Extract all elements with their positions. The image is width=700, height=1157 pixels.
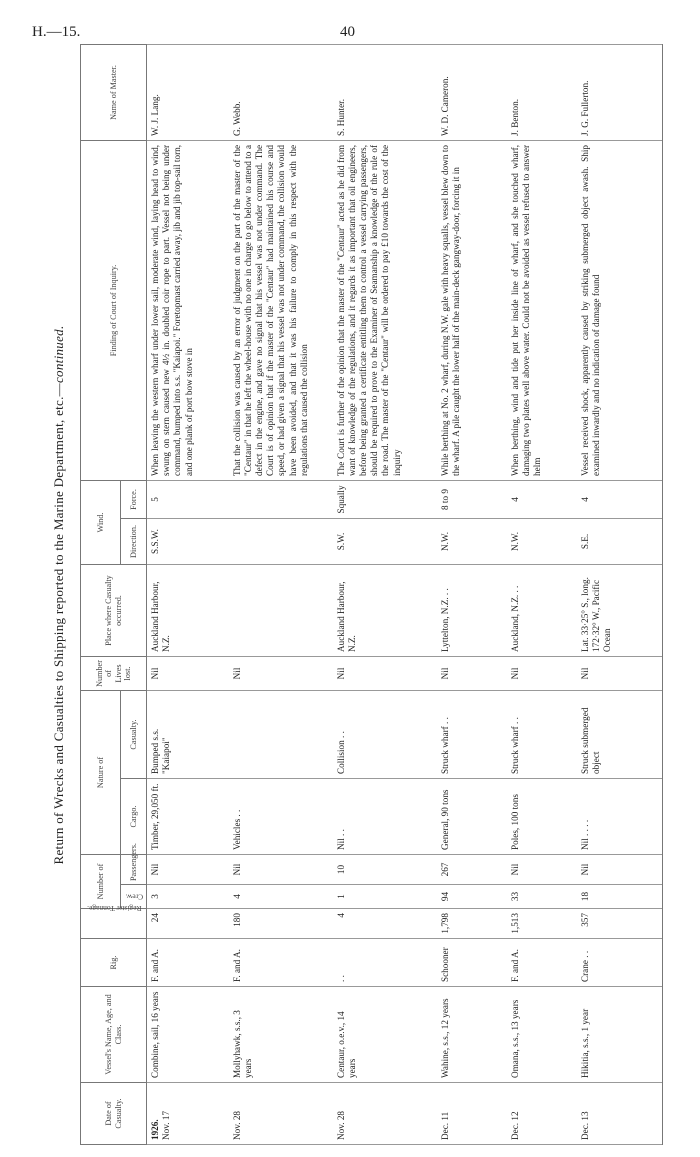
table-row <box>577 44 663 1144</box>
cell-place: Auckland Harbour, N.Z. <box>147 564 229 656</box>
col-rig: Rig. <box>81 939 147 987</box>
cell-direction <box>229 518 333 564</box>
col-wind: Wind. <box>81 480 121 564</box>
cell-master: W. J. Lang. <box>147 44 229 140</box>
cell-crew: 1 <box>333 885 437 909</box>
cell-passengers: Nil <box>507 854 577 884</box>
col-lives: Number of Lives lost. <box>81 656 147 690</box>
col-force: Force. <box>121 480 147 518</box>
col-date: Date of Casualty. <box>81 1083 147 1145</box>
wrecks-casualties-table <box>80 44 663 1145</box>
col-finding: Finding of Court of Inquiry. <box>81 140 147 480</box>
table-row <box>437 44 507 1144</box>
cell-tonnage: 357 <box>577 909 663 939</box>
cell-cargo: Timber, 29,050 ft. <box>147 778 229 854</box>
cell-vessel: Mollyhawk, s.s., 3 years <box>229 987 333 1083</box>
cell-rig: F. and A. <box>507 939 577 987</box>
page-identifier: H.—15. <box>32 24 81 40</box>
cell-force: 8 to 9 <box>437 480 507 518</box>
cell-direction: S.S.W. <box>147 518 229 564</box>
cell-lives: Nil <box>437 656 507 690</box>
cell-tonnage: 1,798 <box>437 909 507 939</box>
cell-force <box>229 480 333 518</box>
cell-place: Auckland, N.Z. . . <box>507 564 577 656</box>
cell-force: 4 <box>577 480 663 518</box>
cell-cargo: Vehicles . . <box>229 778 333 854</box>
finding-text: Vessel received shock, apparently caused by striking submerged object awash. Ship examined inwardly and no indication of damage found <box>579 144 601 476</box>
col-passengers: Passengers. <box>121 854 147 884</box>
cell-vessel: Omana, s.s., 13 years <box>507 987 577 1083</box>
table-row <box>507 44 577 1144</box>
cell-vessel: Centaur, o.e.v., 14 years <box>333 987 437 1083</box>
cell-finding <box>333 140 437 480</box>
cell-rig: . . <box>333 939 437 987</box>
cell-passengers: 10 <box>333 854 437 884</box>
table-row <box>147 44 229 1144</box>
cell-passengers: Nil <box>229 854 333 884</box>
cell-casualty: Struck wharf . . <box>507 690 577 778</box>
col-place: Place where Casualty occurred. <box>81 564 147 656</box>
cell-crew: 18 <box>577 885 663 909</box>
cell-master: J. G. Fullerton. <box>577 44 663 140</box>
cell-lives: Nil <box>507 656 577 690</box>
cell-tonnage: 180 <box>229 909 333 939</box>
cell-finding <box>577 140 663 480</box>
cell-year: 1926. <box>150 1119 160 1140</box>
cell-rig: F. and A. <box>147 939 229 987</box>
cell-crew: 3 <box>147 885 229 909</box>
col-tonnage <box>81 904 147 939</box>
cell-master: W. D. Cameron. <box>437 44 507 140</box>
table-title-main: Return of Wrecks and Casualties to Shipping reported to the Marine Department, etc.— <box>51 383 66 865</box>
col-tonnage-label: Register Tonnage. <box>86 904 142 914</box>
cell-place: Lyttelton, N.Z. . . <box>437 564 507 656</box>
page-number: 40 <box>340 24 355 40</box>
cell-date-text: Nov. 28 <box>335 1110 346 1140</box>
col-casualty: Casualty. <box>121 690 147 778</box>
cell-date-text: Dec. 11 <box>439 1111 450 1140</box>
cell-cargo: Nil . . <box>333 778 437 854</box>
cell-lives: Nil <box>229 656 333 690</box>
finding-text: That the collision was caused by an error of judgment on the part of the master of the "Centaur" in that he left the wheel-house with no one in charge to go below to attend to a defect in the engine, and gave no signal that his vessel was not under command. The Court is of opinion that if the master of the "Centaur" had maintained his course and speed, or had given a signal that his vessel was not under command, the collision would have been avoided, and that it was his failure to comply in this respect with the regulations that caused the collision <box>231 144 309 476</box>
cell-finding <box>507 140 577 480</box>
cell-lives: Nil <box>147 656 229 690</box>
cell-date <box>147 1083 229 1145</box>
cell-place: Lat. 33·25° S., long. 172·32° W., Pacific Ocean <box>577 564 663 656</box>
cell-casualty: Collision . . <box>333 690 437 778</box>
cell-rig: Schooner <box>437 939 507 987</box>
cell-finding <box>437 140 507 480</box>
cell-direction: N.W. <box>507 518 577 564</box>
cell-direction: S.E. <box>577 518 663 564</box>
cell-date <box>229 1083 333 1145</box>
rotated-table-block <box>42 45 662 1145</box>
cell-date-text: Nov. 28 <box>231 1110 242 1140</box>
col-master: Name of Master. <box>81 44 147 140</box>
cell-tonnage: 4 <box>333 909 437 939</box>
cell-master: G. Webb. <box>229 44 333 140</box>
cell-force: 5 <box>147 480 229 518</box>
col-nature-of: Nature of <box>81 690 121 854</box>
col-direction: Direction. <box>121 518 147 564</box>
col-number-of: Number of <box>81 854 121 908</box>
cell-place <box>229 564 333 656</box>
cell-place: Auckland Harbour, N.Z. <box>333 564 437 656</box>
cell-lives: Nil <box>333 656 437 690</box>
finding-text: When leaving the western wharf under lower sail, moderate wind, laying head to wind, swung on stern caused new 4½ in. doubled coir rope to part. Vessel not being under command, bumped into s.s. "Kaiapoi." Foretopmast carried away, jib and jib top-sail torn, and one plank of port bow stove in <box>150 144 194 476</box>
cell-tonnage: 1,513 <box>507 909 577 939</box>
cell-finding <box>147 140 229 480</box>
cell-tonnage: 24 <box>147 909 229 939</box>
table-title-continued: continued. <box>51 325 66 384</box>
cell-rig: F. and A. <box>229 939 333 987</box>
cell-crew: 4 <box>229 885 333 909</box>
cell-passengers: Nil <box>577 854 663 884</box>
cell-force: 4 <box>507 480 577 518</box>
cell-crew: 94 <box>437 885 507 909</box>
cell-vessel: Hikitia, s.s., 1 year <box>577 987 663 1083</box>
cell-passengers: Nil <box>147 854 229 884</box>
cell-date-text: Nov. 17 <box>161 1110 172 1140</box>
finding-text: When berthing, wind and tide put her inside line of wharf, and she touched wharf, damaging two plates well above water. Could not be avoided as vessel refused to answer helm <box>509 144 542 476</box>
table-title <box>42 45 76 1145</box>
cell-master: J. Benton. <box>507 44 577 140</box>
cell-vessel: Wahine, s.s., 12 years <box>437 987 507 1083</box>
cell-direction: N.W. <box>437 518 507 564</box>
cell-date <box>577 1083 663 1145</box>
col-vessel: Vessel's Name, Age, and Class. <box>81 987 147 1083</box>
cell-cargo: Nil . . . . <box>577 778 663 854</box>
cell-crew: 33 <box>507 885 577 909</box>
cell-cargo: Poles, 100 tons <box>507 778 577 854</box>
cell-cargo: General, 90 tons <box>437 778 507 854</box>
cell-vessel: Combine, sail, 16 years <box>147 987 229 1083</box>
finding-text: While berthing at No. 2 wharf, during N.W. gale with heavy squalls, vessel blew down to the wharf. A pile caught the lower half of the main-deck gangway-door, forcing it in <box>439 144 461 476</box>
cell-passengers: 267 <box>437 854 507 884</box>
cell-force: Squally <box>333 480 437 518</box>
cell-date-text: Dec. 13 <box>579 1111 590 1140</box>
cell-casualty <box>229 690 333 778</box>
cell-casualty: Bumped s.s. "Kaiapoi" <box>147 690 229 778</box>
cell-rig: Crane . . <box>577 939 663 987</box>
cell-casualty: Struck submerged object <box>577 690 663 778</box>
cell-date-text: Dec. 12 <box>509 1111 520 1140</box>
finding-text: The Court is further of the opinion that the master of the "Centaur" acted as he did from want of knowledge of the regulations, and it regards it as important that oil engineers, before being granted a certificate entitling them to control a vessel carrying passengers, should be required to prove to the Examiner of Seamanship a knowledge of the rule of the road. The master of the "Centaur" will be ordered to pay £10 towards the cost of the inquiry <box>335 144 402 476</box>
cell-date <box>437 1083 507 1145</box>
cell-casualty: Struck wharf . . <box>437 690 507 778</box>
cell-master: S. Hunter. <box>333 44 437 140</box>
table-row <box>229 44 333 1144</box>
cell-finding <box>229 140 333 480</box>
col-crew-label: Crew. <box>125 892 143 902</box>
col-cargo: Cargo. <box>121 778 147 854</box>
table-row <box>333 44 437 1144</box>
cell-date <box>333 1083 437 1145</box>
cell-direction: S.W. <box>333 518 437 564</box>
cell-date <box>507 1083 577 1145</box>
cell-lives: Nil <box>577 656 663 690</box>
